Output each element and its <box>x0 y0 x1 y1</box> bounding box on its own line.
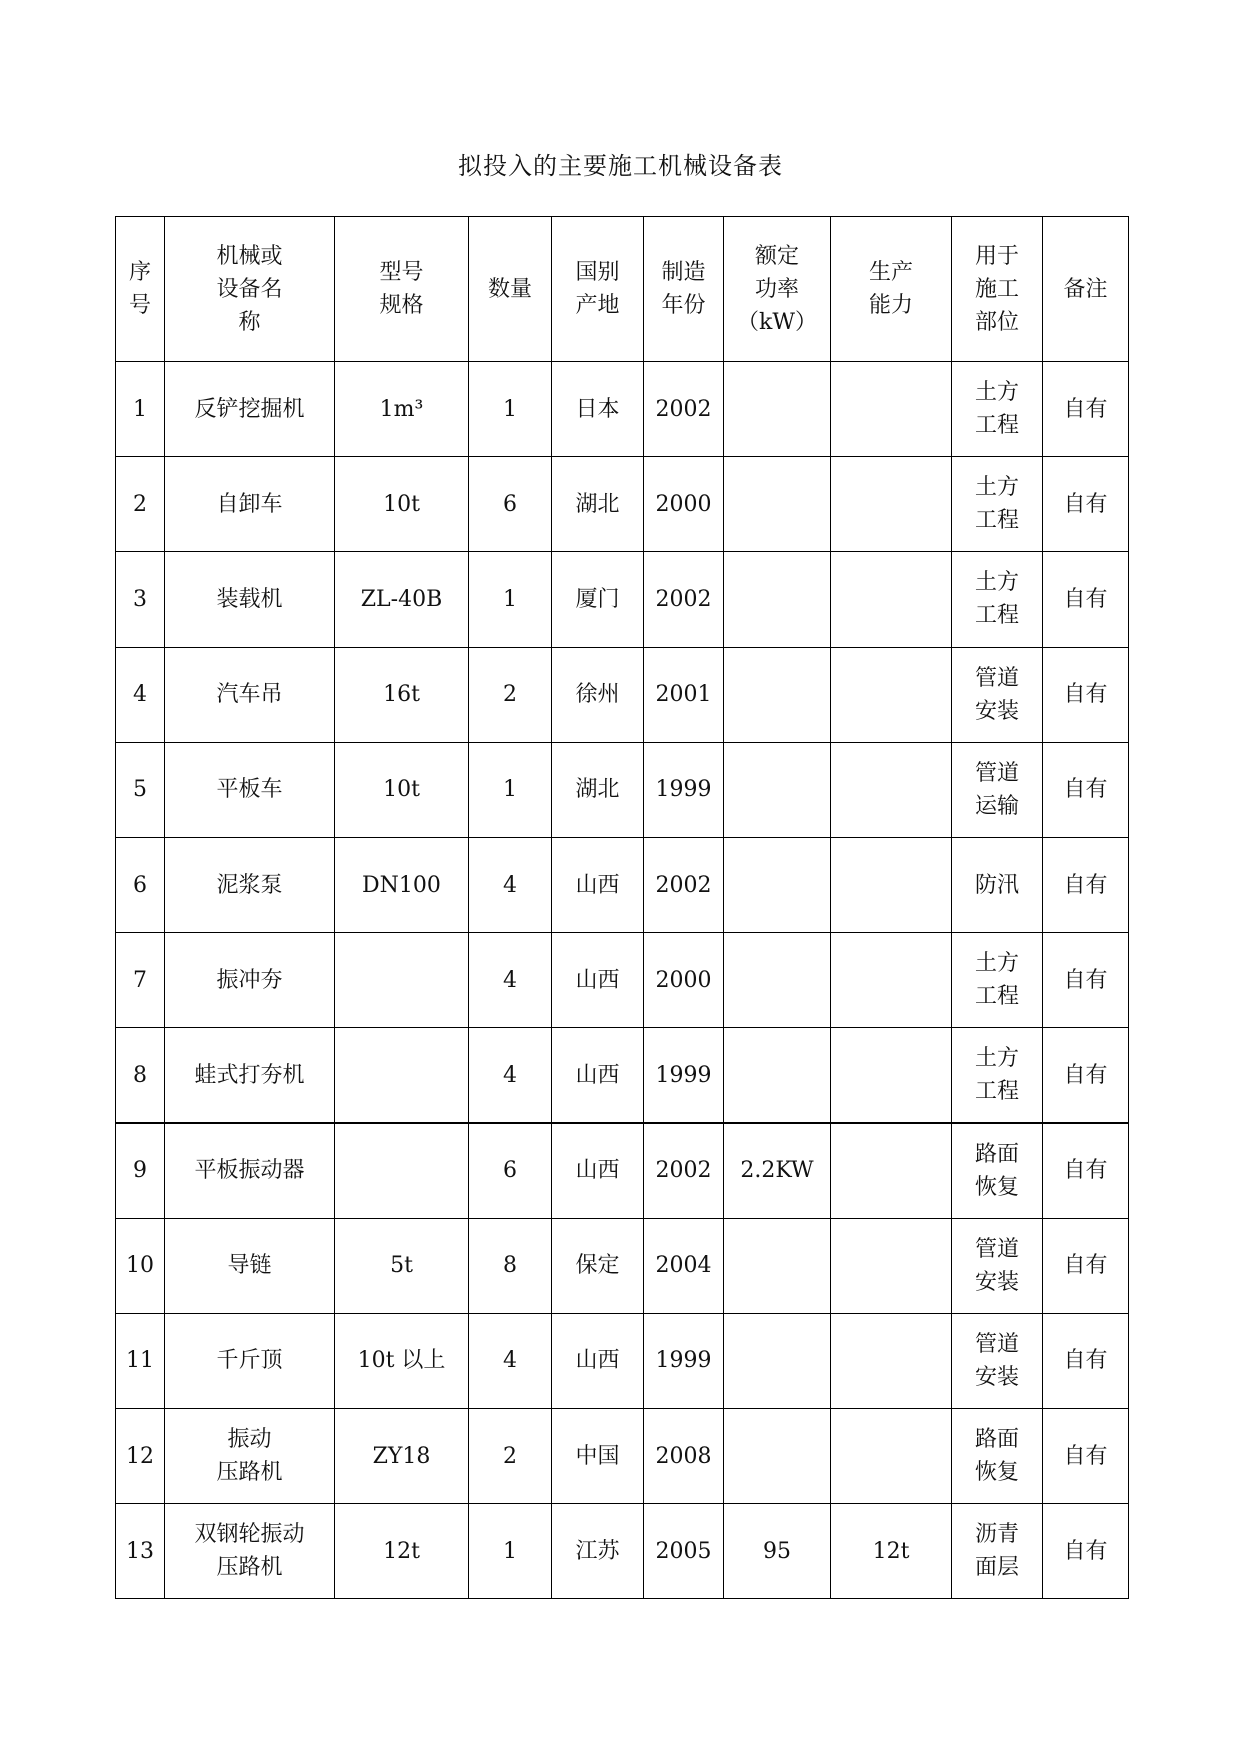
cell-model: DN100 <box>335 837 469 932</box>
cell-origin: 山西 <box>552 1123 644 1218</box>
cell-origin: 保定 <box>552 1218 644 1313</box>
cell-model: 5t <box>335 1218 469 1313</box>
cell-capacity <box>831 457 952 552</box>
cell-name: 振动 压路机 <box>165 1409 335 1504</box>
header-capacity: 生产 能力 <box>831 217 952 362</box>
cell-origin: 中国 <box>552 1409 644 1504</box>
cell-year: 2004 <box>644 1218 724 1313</box>
cell-name: 自卸车 <box>165 457 335 552</box>
cell-usage: 管道 安装 <box>952 647 1043 742</box>
cell-usage: 土方 工程 <box>952 552 1043 647</box>
cell-qty: 1 <box>469 742 552 837</box>
cell-remark: 自有 <box>1043 1313 1129 1408</box>
cell-qty: 1 <box>469 1504 552 1599</box>
cell-remark: 自有 <box>1043 837 1129 932</box>
header-remark: 备注 <box>1043 217 1129 362</box>
cell-power <box>724 933 831 1028</box>
cell-qty: 2 <box>469 647 552 742</box>
cell-year: 2002 <box>644 362 724 457</box>
cell-name: 双钢轮振动 压路机 <box>165 1504 335 1599</box>
cell-usage: 土方 工程 <box>952 1028 1043 1123</box>
cell-year: 1999 <box>644 742 724 837</box>
cell-capacity <box>831 742 952 837</box>
cell-origin: 山西 <box>552 1028 644 1123</box>
cell-model: 12t <box>335 1504 469 1599</box>
cell-remark: 自有 <box>1043 647 1129 742</box>
cell-model: 10t <box>335 742 469 837</box>
table-row <box>116 362 1129 457</box>
table-row <box>116 457 1129 552</box>
cell-capacity <box>831 1313 952 1408</box>
table-row <box>116 1504 1129 1599</box>
cell-qty: 4 <box>469 837 552 932</box>
cell-capacity <box>831 552 952 647</box>
cell-power <box>724 552 831 647</box>
cell-remark: 自有 <box>1043 1504 1129 1599</box>
cell-name: 平板车 <box>165 742 335 837</box>
cell-name: 振冲夯 <box>165 933 335 1028</box>
cell-name: 反铲挖掘机 <box>165 362 335 457</box>
cell-name: 蛙式打夯机 <box>165 1028 335 1123</box>
cell-model: ZY18 <box>335 1409 469 1504</box>
cell-remark: 自有 <box>1043 933 1129 1028</box>
cell-qty: 8 <box>469 1218 552 1313</box>
cell-seq: 2 <box>116 457 165 552</box>
table-row <box>116 1218 1129 1313</box>
document-title: 拟投入的主要施工机械设备表 <box>458 152 783 180</box>
header-row <box>116 217 1129 362</box>
cell-remark: 自有 <box>1043 1409 1129 1504</box>
cell-usage: 管道 运输 <box>952 742 1043 837</box>
cell-seq: 11 <box>116 1313 165 1408</box>
cell-power <box>724 1028 831 1123</box>
header-year: 制造 年份 <box>644 217 724 362</box>
cell-seq: 6 <box>116 837 165 932</box>
cell-power <box>724 742 831 837</box>
table-row <box>116 1028 1129 1123</box>
cell-usage: 沥青 面层 <box>952 1504 1043 1599</box>
cell-origin: 江苏 <box>552 1504 644 1599</box>
cell-remark: 自有 <box>1043 552 1129 647</box>
cell-usage: 土方 工程 <box>952 362 1043 457</box>
cell-origin: 徐州 <box>552 647 644 742</box>
header-usage: 用于 施工 部位 <box>952 217 1043 362</box>
cell-model <box>335 1028 469 1123</box>
cell-remark: 自有 <box>1043 1028 1129 1123</box>
cell-model <box>335 933 469 1028</box>
cell-remark: 自有 <box>1043 457 1129 552</box>
cell-origin: 湖北 <box>552 457 644 552</box>
header-name: 机械或 设备名 称 <box>165 217 335 362</box>
cell-remark: 自有 <box>1043 1123 1129 1218</box>
cell-model: 10t 以上 <box>335 1313 469 1408</box>
cell-seq: 3 <box>116 552 165 647</box>
cell-power: 95 <box>724 1504 831 1599</box>
cell-usage: 防汛 <box>952 837 1043 932</box>
cell-capacity <box>831 837 952 932</box>
cell-power <box>724 1409 831 1504</box>
cell-power <box>724 457 831 552</box>
cell-remark: 自有 <box>1043 1218 1129 1313</box>
cell-year: 2000 <box>644 933 724 1028</box>
cell-qty: 6 <box>469 1123 552 1218</box>
equipment-table <box>115 216 1129 1599</box>
cell-year: 2002 <box>644 837 724 932</box>
table-row <box>116 1123 1129 1218</box>
table-row <box>116 837 1129 932</box>
cell-model: 1m³ <box>335 362 469 457</box>
table-row <box>116 1409 1129 1504</box>
cell-qty: 1 <box>469 552 552 647</box>
cell-year: 2002 <box>644 552 724 647</box>
cell-model: ZL-40B <box>335 552 469 647</box>
cell-usage: 土方 工程 <box>952 933 1043 1028</box>
cell-usage: 管道 安装 <box>952 1313 1043 1408</box>
cell-name: 装载机 <box>165 552 335 647</box>
cell-capacity: 12t <box>831 1504 952 1599</box>
cell-qty: 4 <box>469 1313 552 1408</box>
cell-year: 1999 <box>644 1313 724 1408</box>
header-qty: 数量 <box>469 217 552 362</box>
header-seq: 序 号 <box>116 217 165 362</box>
cell-name: 导链 <box>165 1218 335 1313</box>
cell-qty: 4 <box>469 1028 552 1123</box>
cell-seq: 10 <box>116 1218 165 1313</box>
table-row <box>116 552 1129 647</box>
cell-origin: 湖北 <box>552 742 644 837</box>
cell-power <box>724 647 831 742</box>
table-row <box>116 1313 1129 1408</box>
cell-name: 泥浆泵 <box>165 837 335 932</box>
cell-seq: 7 <box>116 933 165 1028</box>
cell-capacity <box>831 362 952 457</box>
cell-capacity <box>831 1123 952 1218</box>
cell-capacity <box>831 1218 952 1313</box>
cell-model: 16t <box>335 647 469 742</box>
cell-qty: 6 <box>469 457 552 552</box>
cell-origin: 山西 <box>552 1313 644 1408</box>
cell-seq: 8 <box>116 1028 165 1123</box>
cell-capacity <box>831 1028 952 1123</box>
header-power: 额定 功率 （kW） <box>724 217 831 362</box>
cell-year: 2001 <box>644 647 724 742</box>
cell-capacity <box>831 1409 952 1504</box>
header-model: 型号 规格 <box>335 217 469 362</box>
cell-power <box>724 1218 831 1313</box>
cell-year: 2005 <box>644 1504 724 1599</box>
cell-remark: 自有 <box>1043 362 1129 457</box>
cell-power <box>724 837 831 932</box>
table-row <box>116 933 1129 1028</box>
cell-model <box>335 1123 469 1218</box>
cell-seq: 13 <box>116 1504 165 1599</box>
cell-name: 千斤顶 <box>165 1313 335 1408</box>
cell-power: 2.2KW <box>724 1123 831 1218</box>
cell-year: 1999 <box>644 1028 724 1123</box>
cell-seq: 4 <box>116 647 165 742</box>
cell-qty: 1 <box>469 362 552 457</box>
cell-year: 2008 <box>644 1409 724 1504</box>
header-origin: 国别 产地 <box>552 217 644 362</box>
cell-name: 汽车吊 <box>165 647 335 742</box>
cell-usage: 管道 安装 <box>952 1218 1043 1313</box>
cell-usage: 路面 恢复 <box>952 1409 1043 1504</box>
cell-year: 2002 <box>644 1123 724 1218</box>
cell-remark: 自有 <box>1043 742 1129 837</box>
cell-model: 10t <box>335 457 469 552</box>
cell-usage: 路面 恢复 <box>952 1123 1043 1218</box>
table-row <box>116 647 1129 742</box>
cell-origin: 日本 <box>552 362 644 457</box>
cell-capacity <box>831 647 952 742</box>
cell-name: 平板振动器 <box>165 1123 335 1218</box>
cell-origin: 山西 <box>552 837 644 932</box>
cell-seq: 9 <box>116 1123 165 1218</box>
cell-origin: 厦门 <box>552 552 644 647</box>
cell-seq: 12 <box>116 1409 165 1504</box>
cell-seq: 5 <box>116 742 165 837</box>
cell-usage: 土方 工程 <box>952 457 1043 552</box>
cell-qty: 4 <box>469 933 552 1028</box>
cell-seq: 1 <box>116 362 165 457</box>
cell-qty: 2 <box>469 1409 552 1504</box>
table-row <box>116 742 1129 837</box>
cell-power <box>724 1313 831 1408</box>
cell-origin: 山西 <box>552 933 644 1028</box>
cell-power <box>724 362 831 457</box>
cell-capacity <box>831 933 952 1028</box>
cell-year: 2000 <box>644 457 724 552</box>
